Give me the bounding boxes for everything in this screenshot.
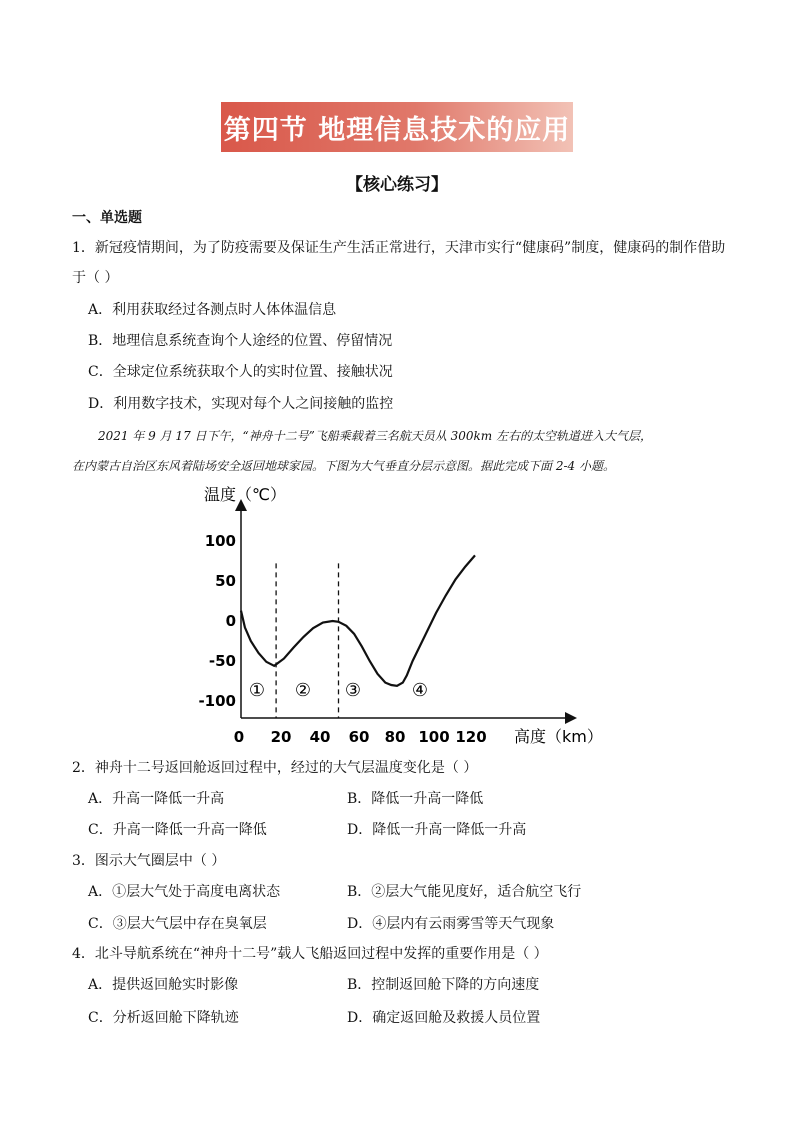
- q3-option-d: D．④层内有云雨雾雪等天气现象: [347, 916, 555, 932]
- section-subtitle: 【核心练习】: [346, 175, 448, 195]
- x-tick-label: 60: [348, 728, 370, 746]
- y-tick-label: 0: [225, 612, 236, 630]
- q1-stem-line2: 于（ ）: [72, 270, 119, 286]
- q2-option-a: A．升高一降低一升高: [88, 791, 225, 807]
- title-banner: [221, 102, 573, 152]
- x-axis-label: 高度（km）: [514, 727, 603, 746]
- q2-option-c: C．升高一降低一升高一降低: [88, 822, 267, 838]
- q1-option-b: B．地理信息系统查询个人途经的位置、停留情况: [88, 333, 393, 349]
- q4-stem: 4．北斗导航系统在“神舟十二号”载人飞船返回过程中发挥的重要作用是（ ）: [72, 946, 548, 962]
- q1-stem-line1: 1．新冠疫情期间，为了防疫需要及保证生产生活正常进行，天津市实行“健康码”制度，健康码的制作借助: [72, 240, 726, 256]
- x-tick-label: 120: [455, 728, 487, 746]
- q1-option-d: D．利用数字技术，实现对每个人之间接触的监控: [88, 396, 394, 412]
- layer-label-3: ③: [344, 680, 362, 701]
- layer-label-2: ②: [294, 680, 312, 701]
- q1-option-a: A．利用获取经过各测点时人体体温信息: [88, 302, 337, 318]
- x-tick-label: 0: [233, 728, 245, 746]
- q1-option-c: C．全球定位系统获取个人的实时位置、接触状况: [88, 364, 393, 380]
- y-tick-label: 100: [204, 532, 236, 550]
- x-tick-label: 80: [384, 728, 406, 746]
- q4-option-c: C．分析返回舱下降轨迹: [88, 1010, 239, 1026]
- q3-stem: 3．图示大气圈层中（ ）: [72, 853, 226, 869]
- y-tick-label: -50: [208, 652, 236, 670]
- y-tick-label: 50: [215, 572, 236, 590]
- y-tick-label: -100: [198, 692, 236, 710]
- q2-option-d: D．降低一升高一降低一升高: [347, 822, 527, 838]
- x-tick-label: 40: [309, 728, 331, 746]
- q4-option-d: D．确定返回舱及救援人员位置: [347, 1010, 541, 1026]
- q2-stem: 2．神舟十二号返回舱返回过程中，经过的大气层温度变化是（ ）: [72, 760, 478, 776]
- section-heading: 一、单选题: [72, 210, 142, 226]
- q2-option-b: B．降低一升高一降低: [347, 791, 484, 807]
- layer-label-1: ①: [248, 680, 266, 701]
- q3-option-a: A．①层大气处于高度电离状态: [88, 884, 281, 900]
- y-axis-label: 温度（℃）: [204, 485, 286, 504]
- x-tick-label: 100: [418, 728, 450, 746]
- q3-option-b: B．②层大气能见度好，适合航空飞行: [347, 884, 582, 900]
- page-title: 第四节 地理信息技术的应用: [223, 114, 571, 146]
- q3-option-c: C．③层大气层中存在臭氧层: [88, 916, 267, 932]
- passage-line1: 2021 年 9 月 17 日下午，“神舟十二号”飞船乘载着三名航天员从 300km 左右的太空轨道进入大气层，: [98, 429, 652, 443]
- x-tick-label: 20: [270, 728, 292, 746]
- layer-label-4: ④: [411, 680, 429, 701]
- q4-option-a: A．提供返回舱实时影像: [88, 977, 239, 993]
- atmosphere-chart: [198, 482, 610, 750]
- passage-line2: 在内蒙古自治区东风着陆场安全返回地球家园。下图为大气垂直分层示意图。据此完成下面 2-4 小题。: [72, 459, 615, 473]
- q4-option-b: B．控制返回舱下降的方向速度: [347, 977, 540, 993]
